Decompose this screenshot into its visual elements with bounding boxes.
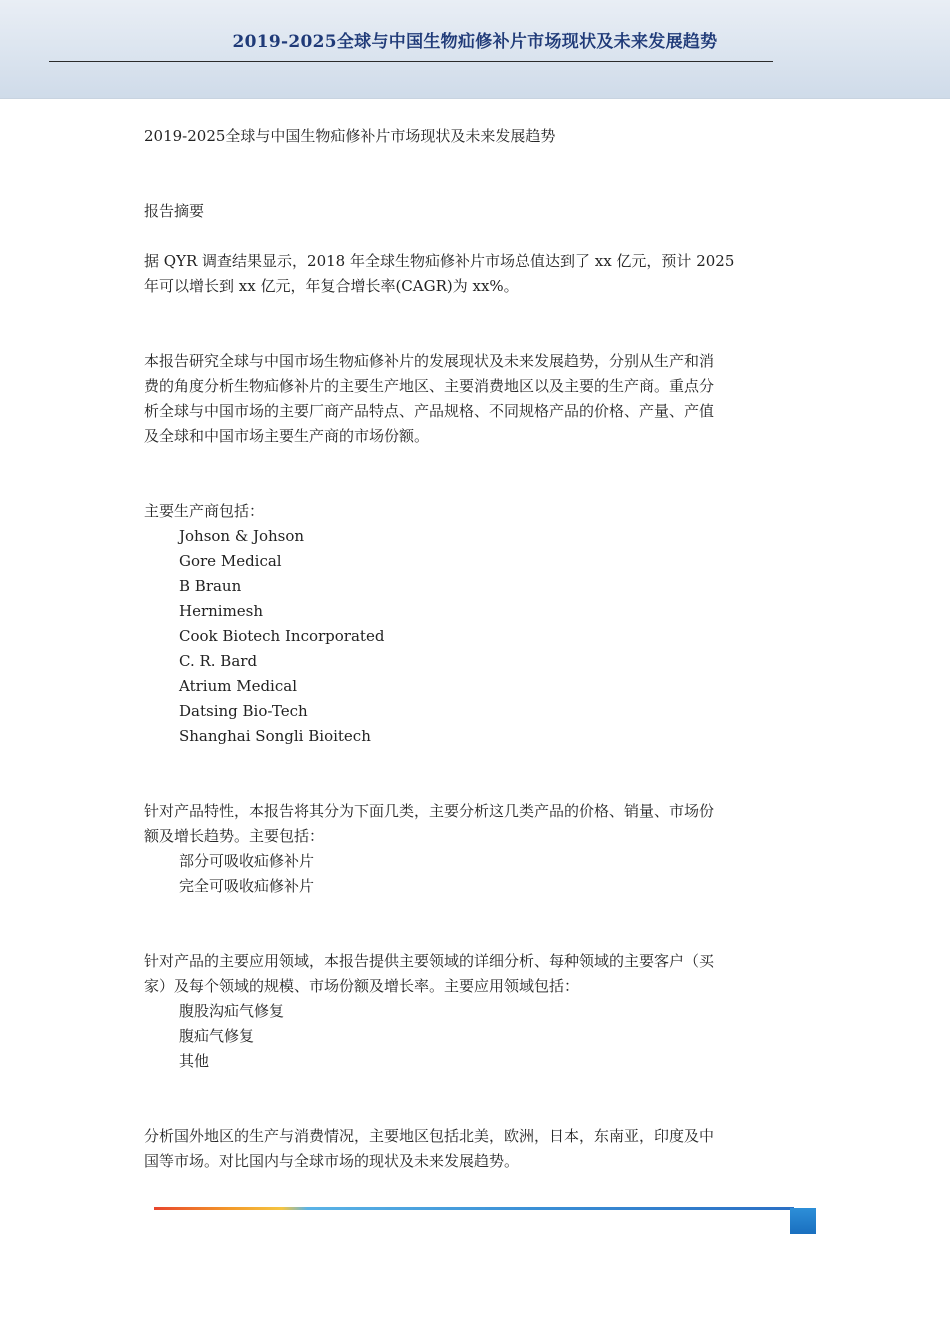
summary-heading: 报告摘要 (144, 202, 205, 220)
header-title: 2019-2025全球与中国生物疝修补片市场现状及未来发展趋势 (232, 32, 718, 52)
list-item: 部分可吸收疝修补片 (179, 852, 315, 870)
types-section (144, 799, 816, 899)
text-line: 家）及每个领域的规模、市场份额及增长率。主要应用领域包括： (144, 977, 580, 995)
list-item: 完全可吸收疝修补片 (179, 877, 315, 895)
list-item: Datsing Bio-Tech (179, 702, 308, 720)
text-line: 及全球和中国市场主要生产商的市场份额。 (144, 427, 430, 445)
footer-accent-block (790, 1208, 816, 1234)
paragraph-scope (144, 349, 816, 449)
text-line: 额及增长趋势。主要包括： (144, 827, 325, 845)
list-item: 腹股沟疝气修复 (179, 1002, 285, 1020)
text-line: 针对产品特性，本报告将其分为下面几类，主要分析这几类产品的价格、销量、市场份 (144, 802, 715, 820)
text-line: 费的角度分析生物疝修补片的主要生产地区、主要消费地区以及主要的生产商。重点分 (144, 377, 715, 395)
regions-section (144, 1124, 816, 1174)
text-line: 年可以增长到 xx 亿元，年复合增长率(CAGR)为 xx%。 (144, 277, 519, 295)
header-rule (49, 61, 773, 62)
list-item: 腹疝气修复 (179, 1027, 255, 1045)
list-item: Atrium Medical (179, 677, 297, 695)
text-line: 析全球与中国市场的主要厂商产品特点、产品规格、不同规格产品的价格、产量、产值 (144, 402, 715, 420)
list-item: Hernimesh (179, 602, 264, 620)
list-item: B Braun (179, 577, 242, 595)
list-item: 其他 (179, 1052, 210, 1070)
text-line: 本报告研究全球与中国市场生物疝修补片的发展现状及未来发展趋势，分别从生产和消 (144, 352, 715, 370)
manufacturers-heading: 主要生产商包括： (144, 502, 265, 520)
applications-section (144, 949, 816, 1074)
text-line: 分析国外地区的生产与消费情况，主要地区包括北美，欧洲，日本，东南亚，印度及中 (144, 1127, 715, 1145)
paragraph-market-size (144, 249, 816, 299)
text-line: 国等市场。对比国内与全球市场的现状及未来发展趋势。 (144, 1152, 520, 1170)
list-item: C. R. Bard (179, 652, 258, 670)
page-header (0, 0, 950, 99)
document-body (144, 124, 816, 1174)
text-line: 针对产品的主要应用领域，本报告提供主要领域的详细分析、每种领域的主要客户（买 (144, 952, 715, 970)
list-item: Gore Medical (179, 552, 282, 570)
manufacturers-section (144, 499, 816, 749)
list-item: Cook Biotech Incorporated (179, 627, 385, 645)
list-item: Shanghai Songli Bioitech (179, 727, 371, 745)
document-title: 2019-2025全球与中国生物疝修补片市场现状及未来发展趋势 (144, 127, 556, 145)
footer-gradient-rule (154, 1207, 794, 1210)
text-line: 据 QYR 调查结果显示，2018 年全球生物疝修补片市场总值达到了 xx 亿元，预计 2025 (144, 252, 735, 270)
list-item: Johson & Johson (179, 527, 305, 545)
